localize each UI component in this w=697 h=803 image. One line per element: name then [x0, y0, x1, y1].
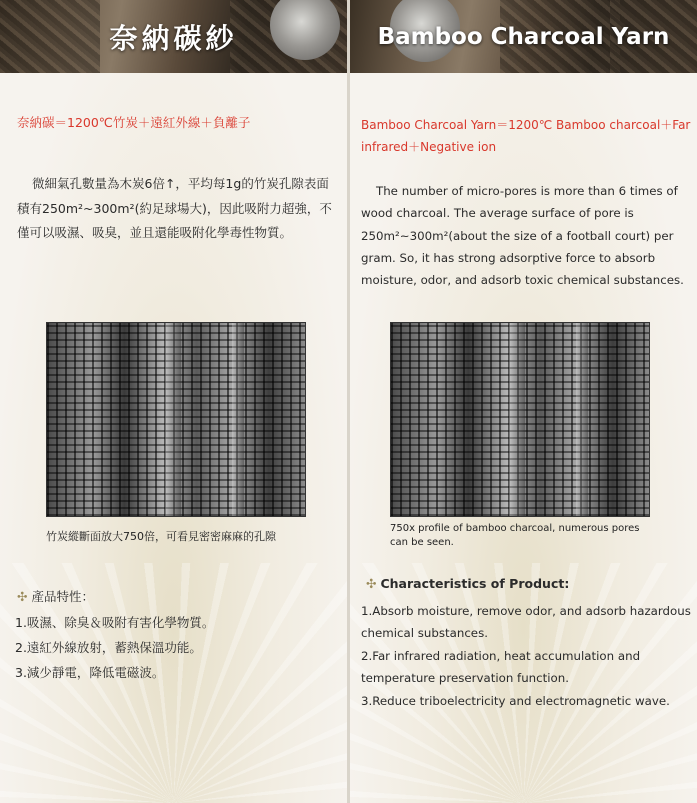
english-panel: [350, 0, 697, 803]
characteristic-item: 3.減少靜電，降低電磁波。: [15, 665, 165, 680]
chinese-panel: [0, 0, 347, 803]
star-icon: ✣: [17, 589, 28, 604]
characteristic-item: 1.吸濕、除臭＆吸附有害化學物質。: [15, 615, 215, 630]
sem-micrograph-image: [46, 322, 306, 517]
page-title: Bamboo Charcoal Yarn: [377, 24, 670, 50]
characteristic-item: 2.Far infrared radiation, heat accumulation and temperature preservation function.: [361, 649, 641, 686]
fiber-band: [576, 323, 588, 516]
star-icon: ✣: [366, 576, 377, 591]
fiber-band: [232, 323, 244, 516]
sem-micrograph-image: [390, 322, 650, 517]
image-caption: 750x profile of bamboo charcoal, numerous pores can be seen.: [390, 523, 640, 548]
characteristic-item: 2.遠紅外線放射，蓄熱保溫功能。: [15, 640, 202, 655]
description-paragraph: [361, 180, 693, 291]
header-banner: [350, 0, 697, 73]
description-paragraph: [17, 172, 337, 246]
characteristics-heading-text: 產品特性：: [31, 589, 94, 604]
characteristics-heading: [17, 587, 94, 605]
image-caption: 竹炭縱斷面放大750倍，可看見密密麻麻的孔隙: [46, 530, 276, 543]
page-title: 奈納碳紗: [109, 22, 238, 55]
characteristics-heading: [366, 576, 569, 591]
description-text: 微細氣孔數量為木炭6倍↑，平均每1g的竹炭孔隙表面積有250m²~300m²(約足球場大)，因此吸附力超強，不僅可以吸濕、吸臭，並且還能吸附化學毒性物質。: [17, 176, 332, 240]
header-banner: [0, 0, 347, 73]
characteristics-heading-text: Characteristics of Product:: [380, 576, 570, 591]
formula-text: Bamboo Charcoal Yarn＝1200℃ Bamboo charcoal＋Far infrared＋Negative ion: [361, 118, 691, 154]
formula-text: 奈納碳＝1200℃竹炭＋遠紅外線＋負離子: [17, 115, 251, 130]
fiber-band: [509, 323, 525, 516]
characteristic-item: 3.Reduce triboelectricity and electromagnetic wave.: [361, 694, 670, 708]
fiber-band: [165, 323, 181, 516]
characteristic-item: 1.Absorb moisture, remove odor, and adsorb hazardous chemical substances.: [361, 604, 691, 641]
description-text: The number of micro-pores is more than 6 times of wood charcoal. The average surface of pore is 250m²~300m²(about the size of a football court) per gram. So, it has strong adsorptive force to absorb moisture, odor, and adsorb toxic chemical substances.: [361, 184, 684, 288]
